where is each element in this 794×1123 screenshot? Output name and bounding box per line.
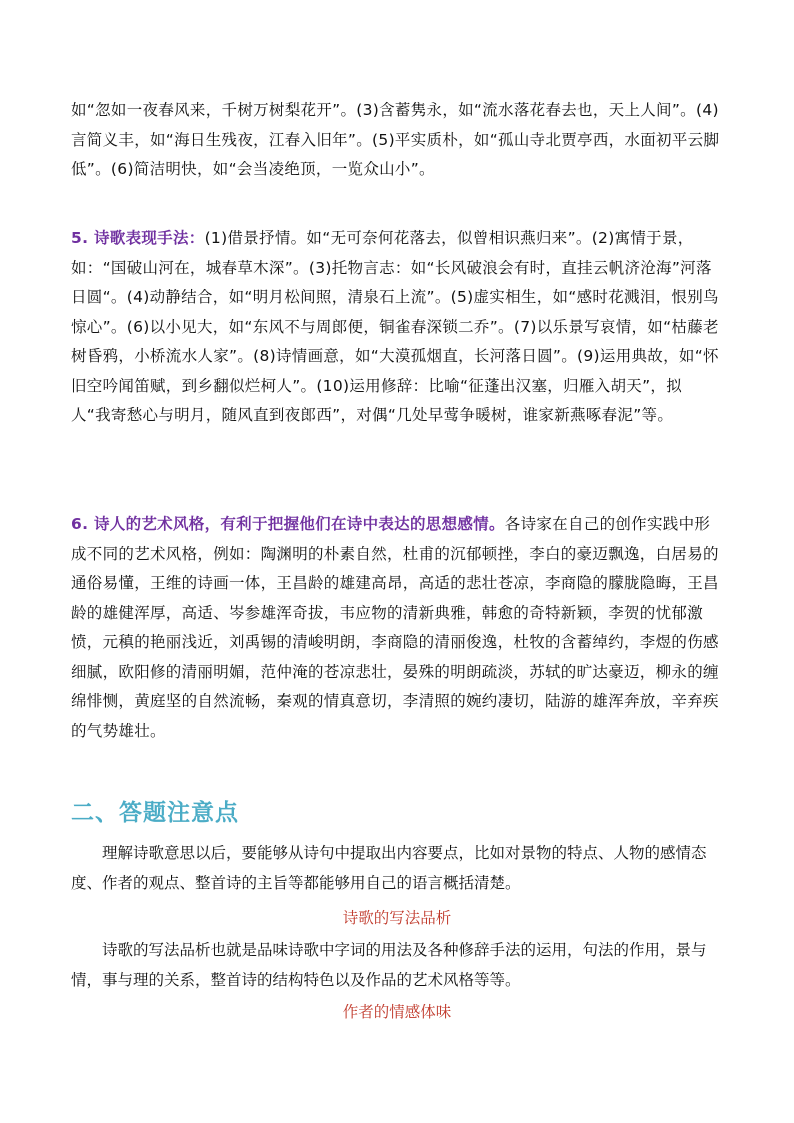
section-poetic-techniques — [71, 224, 721, 431]
section-artistic-style — [71, 510, 721, 746]
subheading-author-emotion: 作者的情感体味 — [342, 1003, 452, 1021]
section-5-body: (1)借景抒情。如“无可奈何花落去，似曾相识燕归来”。(2)寓情于景，如：“国破山河在，城春草木深”。(3)托物言志：如“长风破浪会有时，直挂云帆济沧海”河落日圆“。(4)动静结合，如“明月松间照，清泉石上流”。(5)虚实相生，如“感时花溅泪，恨别鸟惊心”。(6)以小见大，如“东风不与周郎便，铜雀春深锁二乔”。(7)以乐景写哀情，如“枯藤老树昏鸦，小桥流水人家”。(8)诗情画意，如“大漠孤烟直，长河落日圆”。(9)运用典故，如“怀旧空吟闻笛赋，到乡翻似烂柯人”。(10)运用修辞：比喻“征蓬出汉塞，归雁入胡天”，拟人“我寄愁心与明月，随风直到夜郎西”，对偶“几处早莺争暖树，谁家新燕啄春泥”等。 — [71, 229, 719, 424]
note-writing-analysis: 诗歌的写法品析也就是品味诗歌中字词的用法及各种修辞手法的运用，句法的作用，景与情，事与理的关系，整首诗的结构特色以及作品的艺术风格等等。 — [71, 941, 707, 989]
note-content-summary: 理解诗歌意思以后，要能够从诗句中提取出内容要点，比如对景物的特点、人物的感情态度、作者的观点、整首诗的主旨等都能够用自己的语言概括清楚。 — [71, 844, 707, 892]
section-5-heading: 5. 诗歌表现手法： — [71, 229, 205, 247]
section-6-body: 各诗家在自己的创作实践中形成不同的艺术风格，例如：陶渊明的朴素自然，杜甫的沉郁顿挫，李白的豪迈飘逸，白居易的通俗易懂，王维的诗画一体，王昌龄的雄建高昂，高适的悲壮苍凉，李商隐的朦胧隐晦，王昌龄的雄健浑厚，高适、岑参雄浑奇拔，韦应物的清新典雅，韩愈的奇特新颖，李贺的忧郁激愤，元稹的艳丽浅近，刘禹锡的清峻明朗，李商隐的清丽俊逸，杜牧的含蓄绰约，李煜的伤感细腻，欧阳修的清丽明媚，范仲淹的苍凉悲壮，晏殊的明朗疏淡，苏轼的旷达豪迈，柳永的缠绵悱恻，黄庭坚的自然流畅，秦观的情真意切，李清照的婉约凄切，陆游的雄浑奔放，辛弃疾的气势雄壮。 — [71, 515, 719, 740]
section-6-heading: 6. 诗人的艺术风格，有利于把握他们在诗中表达的思想感情。 — [71, 515, 505, 533]
heading-answer-notes: 二、答题注意点 — [71, 800, 239, 826]
subheading-writing-analysis: 诗歌的写法品析 — [342, 909, 452, 927]
paragraph-language-features: 如“忽如一夜春风来，千树万树梨花开”。(3)含蓄隽永，如“流水落花春去也，天上人间”。(4)言简义丰，如“海日生残夜，江春入旧年”。(5)平实质朴，如“孤山寺北贾亭西，水面初平云脚低”。(6)简洁明快，如“会当凌绝顶，一览众山小”。 — [71, 101, 720, 178]
